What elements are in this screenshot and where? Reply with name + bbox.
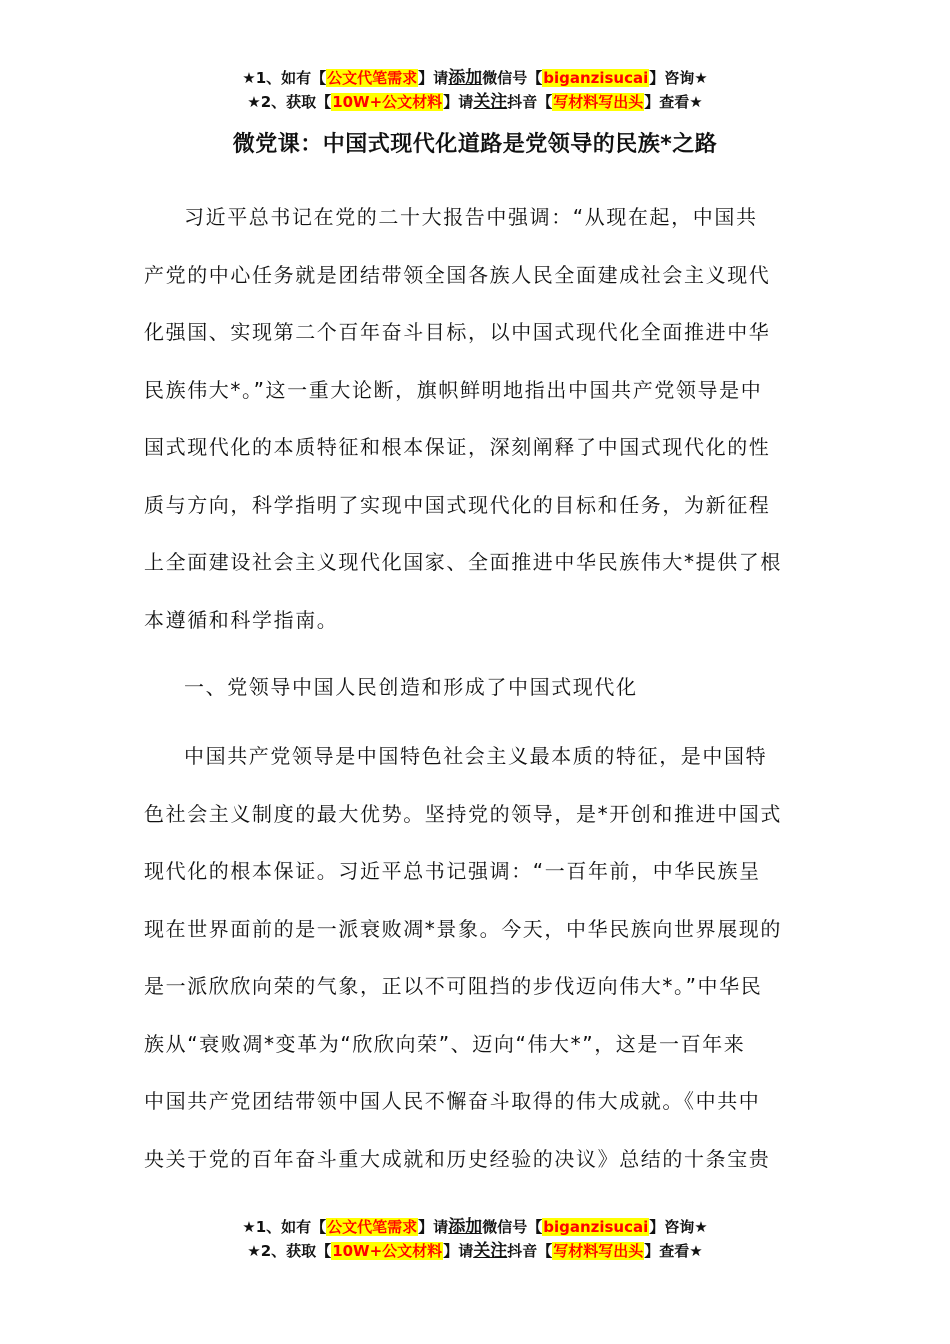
- promo-banner-bottom: [0, 1215, 950, 1263]
- text-line: 国式现代化的本质特征和根本保证，深刻阐释了中国式现代化的性: [144, 435, 771, 459]
- text-line: 色社会主义制度的最大优势。坚持党的领导，是*开创和推进中国式: [144, 801, 782, 826]
- promo-line-2: ★2、获取【10W+公文材料】请关注抖音【写材料写出头】查看★: [247, 92, 703, 112]
- text-line: 中国共产党团结带领中国人民不懈奋斗取得的伟大成就。《中共中: [144, 1089, 761, 1113]
- paragraph-section-1: [144, 728, 808, 1188]
- text-line: 质与方向，科学指明了实现中国式现代化的目标和任务，为新征程: [144, 492, 771, 517]
- promo-underlined: 添加: [448, 68, 483, 88]
- douyin-id-highlight: 写材料写出头: [553, 93, 644, 111]
- wechat-id-highlight: biganzisucai: [543, 69, 649, 87]
- text-line: 化强国、实现第二个百年奋斗目标，以中国式现代化全面推进中华: [144, 320, 771, 344]
- text-line: 中国共产党领导是中国特色社会主义最本质的特征，是中国特: [184, 744, 768, 768]
- text-line: 族从“衰败凋*变革为“欣欣向荣”、迈向“伟大*”，这是一百年来: [144, 1031, 746, 1056]
- promo-highlight: 10W+公文材料: [332, 1242, 443, 1260]
- promo-line-1: ★1、如有【公文代笔需求】请添加微信号【biganzisucai】咨询★: [242, 1217, 708, 1237]
- document-title: 微党课：中国式现代化道路是党领导的民族*之路: [232, 132, 718, 157]
- text-line: 民族伟大*。”这一重大论断，旗帜鲜明地指出中国共产党领导是中: [144, 377, 763, 402]
- text-line: 上全面建设社会主义现代化国家、全面推进中华民族伟大*提供了根: [144, 550, 782, 574]
- promo-line-2: ★2、获取【10W+公文材料】请关注抖音【写材料写出头】查看★: [247, 1241, 703, 1261]
- paragraph-intro: [144, 189, 808, 649]
- promo-highlight: 公文代笔需求: [327, 69, 418, 87]
- wechat-id-highlight: biganzisucai: [543, 1218, 649, 1236]
- text-line: 习近平总书记在党的二十大报告中强调：“从现在起，中国共: [184, 205, 758, 229]
- promo-underlined: 关注: [473, 92, 508, 112]
- section-heading-1: [144, 659, 808, 717]
- promo-highlight: 10W+公文材料: [332, 93, 443, 111]
- promo-underlined: 关注: [473, 1241, 508, 1261]
- promo-underlined: 添加: [448, 1217, 483, 1237]
- text-line: 本遵循和科学指南。: [144, 607, 339, 632]
- text-line: 是一派欣欣向荣的气象，正以不可阻挡的步伐迈向伟大*。”中华民: [144, 974, 763, 998]
- section-heading-text: 一、党领导中国人民创造和形成了中国式现代化: [184, 675, 638, 699]
- text-line: 产党的中心任务就是团结带领全国各族人民全面建成社会主义现代: [144, 262, 771, 287]
- promo-line-1: ★1、如有【公文代笔需求】请添加微信号【biganzisucai】咨询★: [242, 68, 708, 88]
- promo-highlight: 公文代笔需求: [327, 1218, 418, 1236]
- text-line: 现代化的根本保证。习近平总书记强调：“一百年前，中华民族呈: [144, 859, 761, 883]
- text-line: 央关于党的百年奋斗重大成就和历史经验的决议》总结的十条宝贵: [144, 1146, 771, 1171]
- promo-banner-top: [0, 66, 950, 114]
- douyin-id-highlight: 写材料写出头: [553, 1242, 644, 1260]
- text-line: 现在世界面前的是一派衰败凋*景象。今天，中华民族向世界展现的: [144, 916, 782, 941]
